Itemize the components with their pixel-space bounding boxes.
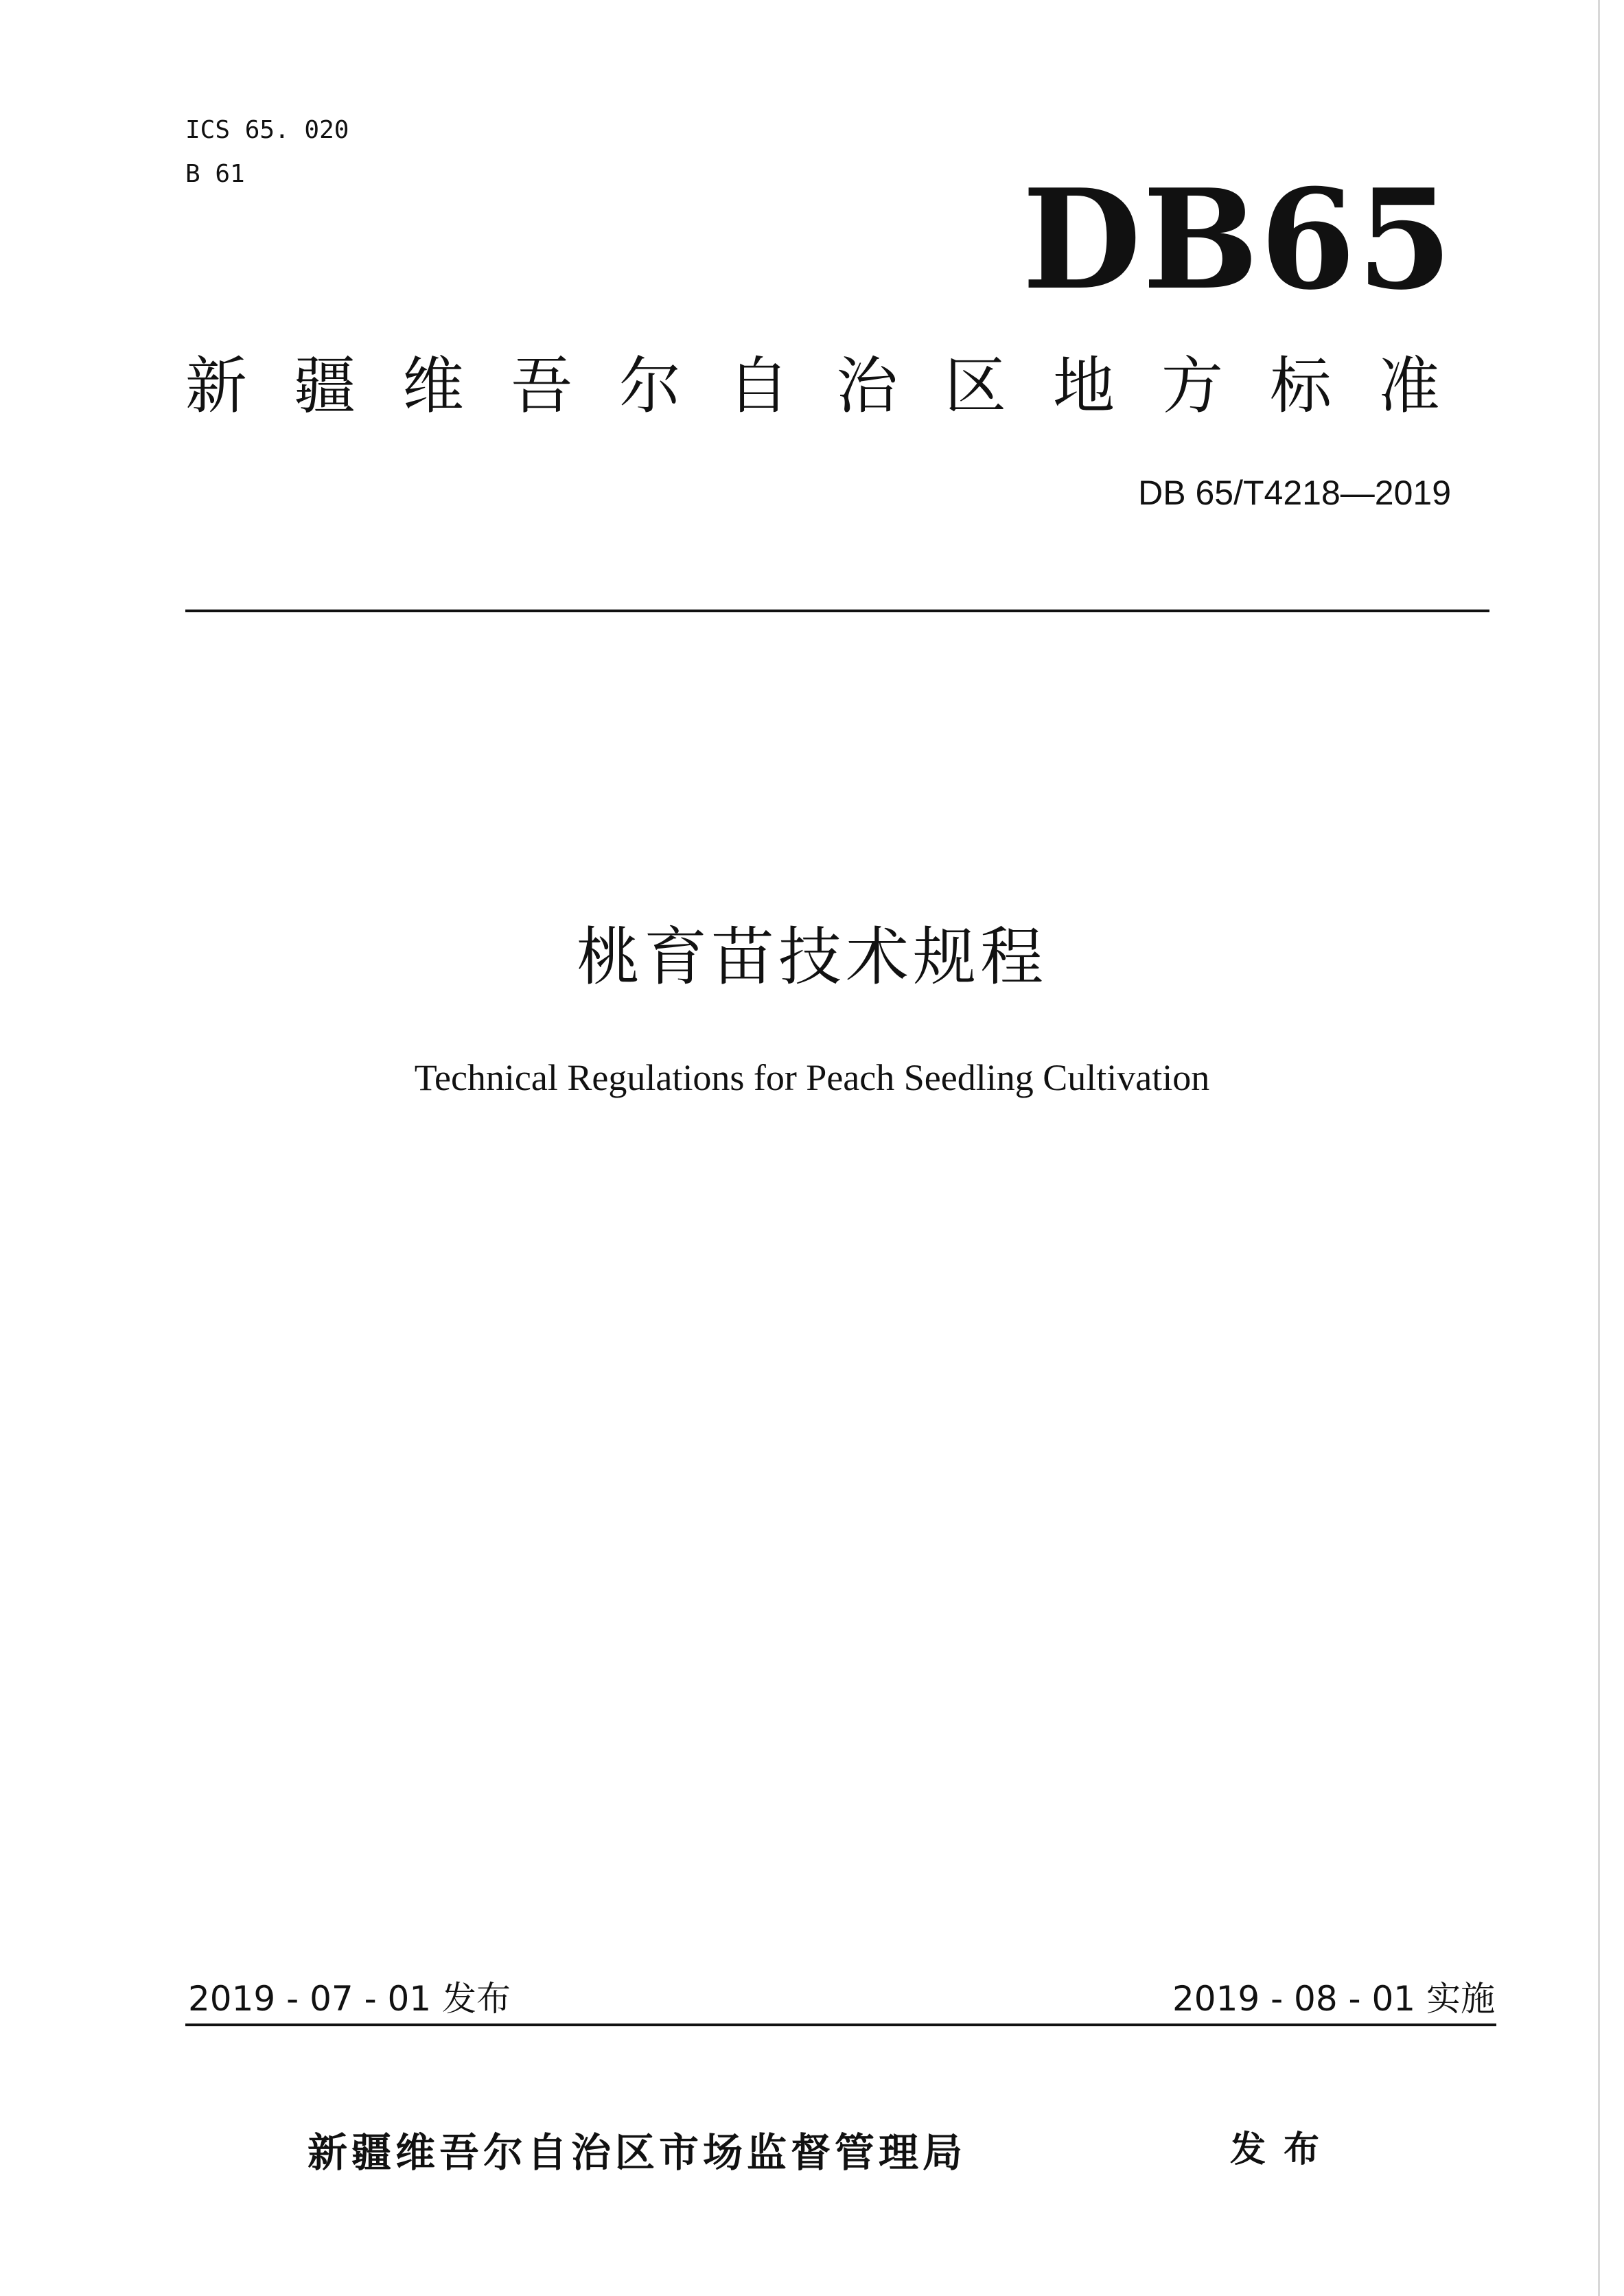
classification-code: B 61 xyxy=(185,160,245,188)
document-title-english: Technical Regulations for Peach Seedling Cultivation xyxy=(414,1057,1210,1098)
ics-code: ICS 65. 020 xyxy=(185,116,349,144)
implementation-date: 2019 - 08 - 01 实施 xyxy=(1172,1979,1495,2019)
authority-title: 新疆维吾尔自治区地方标准 xyxy=(185,350,1487,422)
issue-date: 2019 - 07 - 01 发布 xyxy=(188,1979,511,2019)
scan-edge-line xyxy=(1598,0,1600,2296)
standard-number: DB 65/T4218—2019 xyxy=(1138,474,1451,512)
header-divider xyxy=(185,610,1489,612)
issuing-action: 发布 xyxy=(1230,2129,1338,2170)
footer-divider xyxy=(185,2024,1496,2026)
issuing-authority: 新疆维吾尔自治区市场监督管理局 xyxy=(308,2129,967,2176)
standard-logo: DB65 xyxy=(1022,159,1454,321)
document-title-chinese: 桃育苗技术规程 xyxy=(576,920,1047,994)
